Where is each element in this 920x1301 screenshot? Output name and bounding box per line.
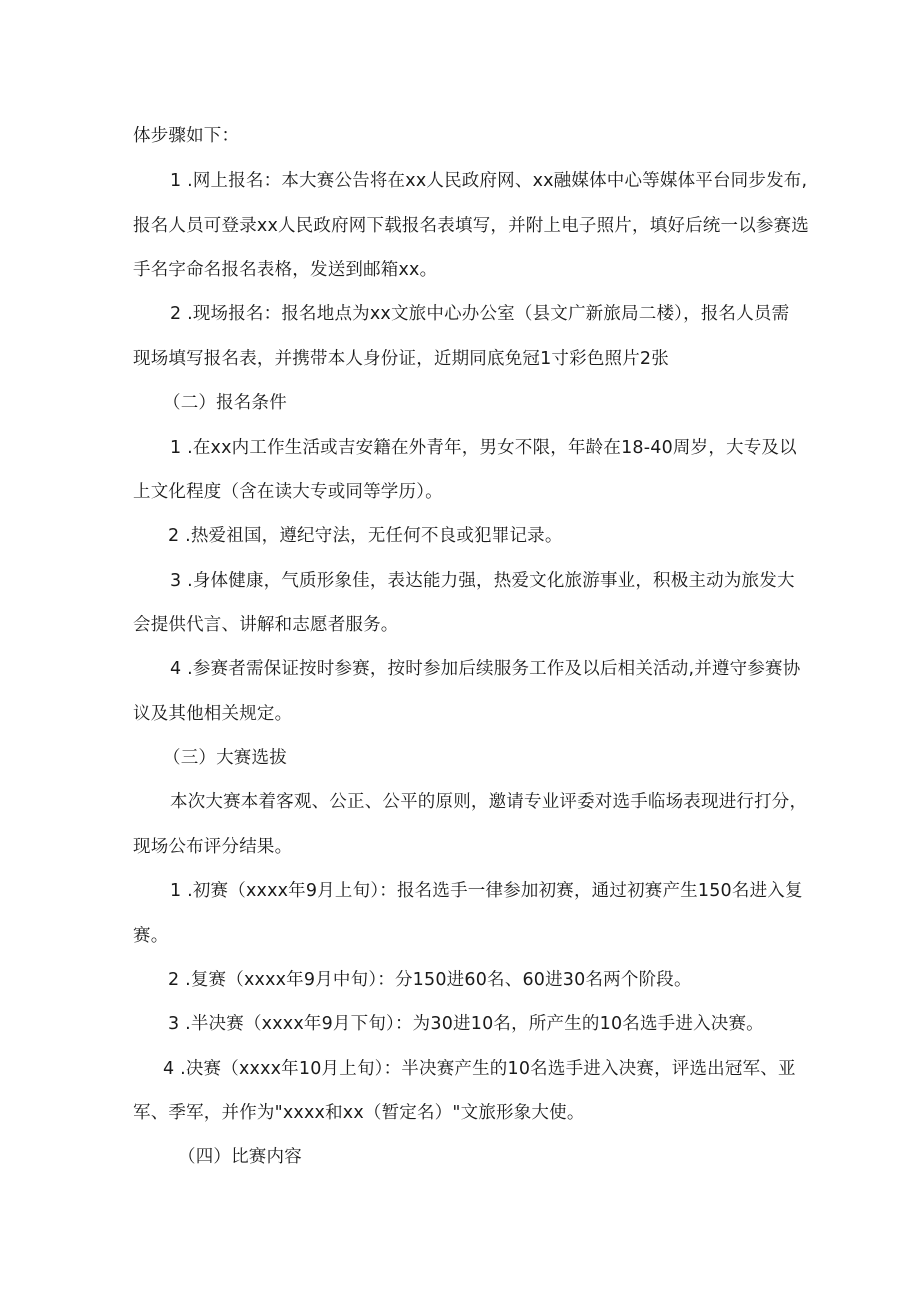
list-item-condition-1: 1 .在xx内工作生活或吉安籍在外青年，男女不限，年龄在18-40周岁，大专及以 [170,438,797,458]
paragraph-line: 现场公布评分结果。 [133,837,293,857]
list-item-preliminary-round: 1 .初赛（xxxx年9月上旬）：报名选手一律参加初赛，通过初赛产生150名进入复 [170,881,803,901]
section-heading-competition-content: （四）比赛内容 [178,1147,302,1167]
paragraph-line: 本次大赛本着客观、公正、公平的原则，邀请专业评委对选手临场表现进行打分， [170,792,808,812]
list-item-second-round: 2 .复赛（xxxx年9月中旬）：分150进60名、60进30名两个阶段。 [168,970,692,990]
paragraph-line: 报名人员可登录xx人民政府网下载报名表填写，并附上电子照片，填好后统一以参赛选 [133,216,810,236]
list-item-onsite-registration: 2 .现场报名：报名地点为xx文旅中心办公室（县文广新旅局二楼），报名人员需 [170,304,790,324]
section-heading-selection: （三）大赛选拔 [163,748,287,768]
list-item-condition-4: 4 .参赛者需保证按时参赛，按时参加后续服务工作及以后相关活动,并遵守参赛协 [170,659,801,679]
paragraph-line: 手名字命名报名表格，发送到邮箱xx。 [133,260,438,280]
paragraph-line: 现场填写报名表，并携带本人身份证，近期同底免冠1寸彩色照片2张 [133,349,669,369]
paragraph-line: 体步骤如下： [133,126,240,146]
list-item-condition-2: 2 .热爱祖国，遵纪守法，无任何不良或犯罪记录。 [168,526,563,546]
section-heading-registration-conditions: （二）报名条件 [163,393,287,413]
paragraph-line: 会提供代言、讲解和志愿者服务。 [133,615,399,635]
list-item-condition-3: 3 .身体健康，气质形象佳，表达能力强，热爱文化旅游事业，积极主动为旅发大 [170,571,795,591]
list-item-semifinal: 3 .半决赛（xxxx年9月下旬）：为30进10名，所产生的10名选手进入决赛。 [168,1014,764,1034]
paragraph-line: 军、季军，并作为"xxxx和xx（暂定名）"文旅形象大使。 [133,1103,585,1123]
paragraph-line: 赛。 [133,926,169,946]
list-item-online-registration: 1 .网上报名：本大赛公告将在xx人民政府网、xx融媒体中心等媒体平台同步发布, [170,171,808,191]
paragraph-line: 议及其他相关规定。 [133,704,293,724]
paragraph-line: 上文化程度（含在读大专或同等学历）。 [133,482,443,502]
list-item-final: 4 .决赛（xxxx年10月上旬）：半决赛产生的10名选手进入决赛，评选出冠军、亚 [163,1059,796,1079]
